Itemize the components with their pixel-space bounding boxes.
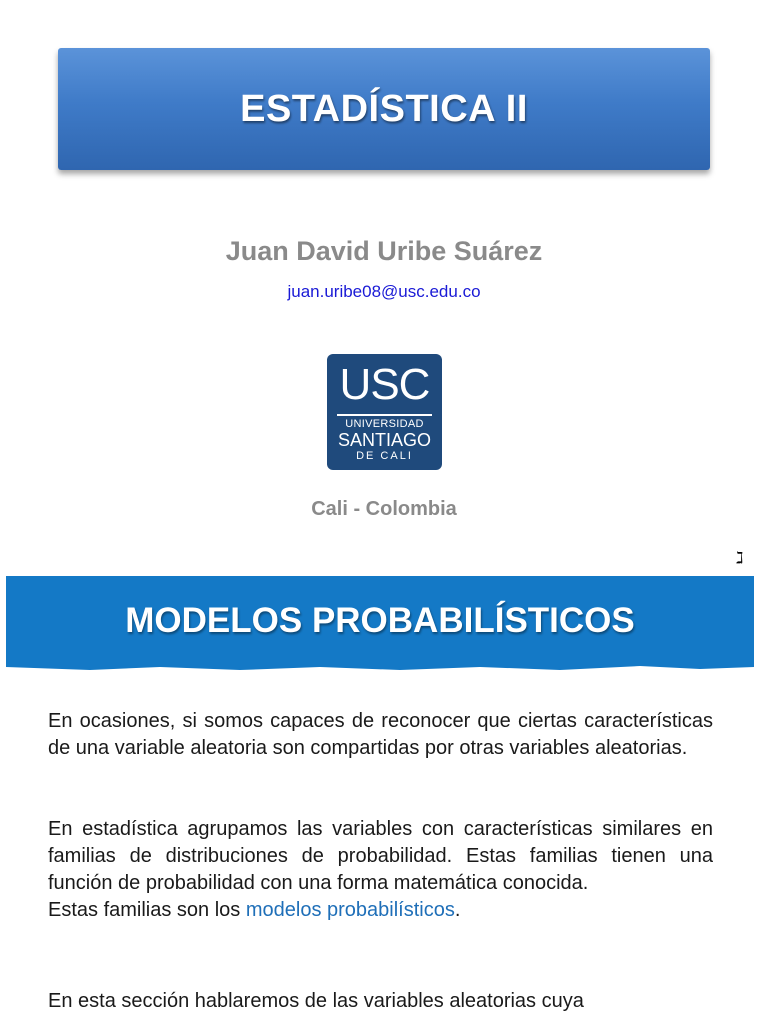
paragraph-1: En ocasiones, si somos capaces de reconocer que ciertas características de una variable aleatoria son compartidas por otras variables aleatorias. [48,710,713,759]
logo-line2: SANTIAGO [337,430,431,450]
paragraph-2-text: En estadística agrupamos las variables con características similares en familias de distribuciones de probabilidad. Estas familias tienen una función de probabilidad con una forma matemática conocida. [48,818,713,894]
slide-title: ESTADÍSTICA II [240,87,528,130]
university-logo [327,354,442,470]
logo-divider [337,414,432,416]
paragraph-2-suffix: . [454,899,461,921]
author-email[interactable]: juan.uribe08@usc.edu.co [287,282,481,301]
logo-acronym: USC [339,360,430,409]
paragraph-3: En esta sección hablaremos de las variables aleatorias cuya [48,990,584,1012]
logo-line1: UNIVERSIDAD [345,418,424,430]
models-link[interactable]: modelos probabilísticos [245,899,455,921]
stray-mark-icon: ℷ [736,550,744,567]
section-banner [6,576,754,666]
paragraph-2 [48,816,713,924]
banner-torn-edge [0,664,768,678]
logo-line3: DE CALI [356,450,413,462]
location-text: Cali - Colombia [311,498,457,520]
paragraph-2-prefix: Estas familias son los [48,899,246,921]
author-name: Juan David Uribe Suárez [225,236,543,266]
section-title: MODELOS PROBABILÍSTICOS [125,601,635,640]
slide-title-box [58,48,710,170]
